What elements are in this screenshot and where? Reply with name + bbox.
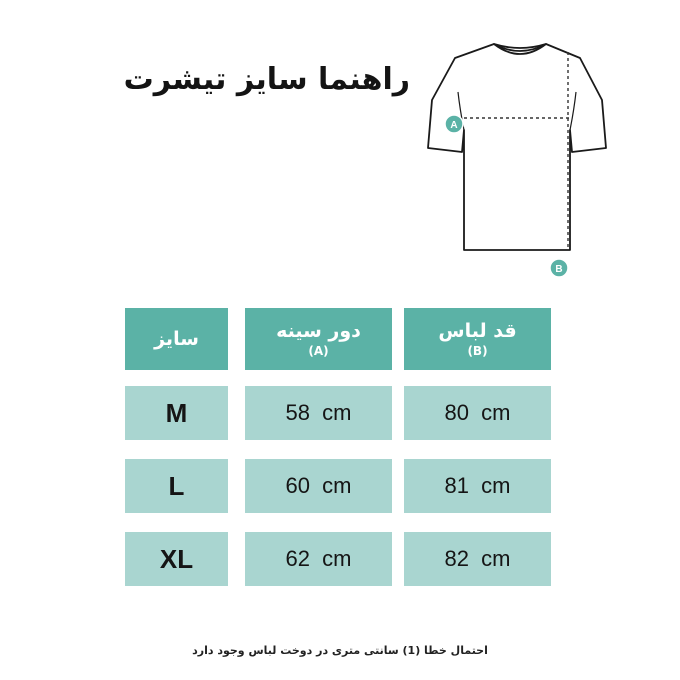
table-row-length-cell: 81 cm	[404, 459, 551, 513]
header-chest-cell	[245, 308, 392, 370]
table-row-length-cell: 80 cm	[404, 386, 551, 440]
marker-a-label: A	[450, 120, 458, 131]
table-row-size-cell: XL	[125, 532, 228, 586]
footnote: احتمال خطا (1) سانتی متری در دوخت لباس وجود دارد	[192, 644, 488, 657]
table-row-size-cell: L	[125, 459, 228, 513]
header-length-cell	[404, 308, 551, 370]
table-row-chest-cell: 60 cm	[245, 459, 392, 513]
tshirt-outline	[428, 44, 606, 250]
table-row-size-cell: M	[125, 386, 228, 440]
header-chest-sub: (A)	[308, 344, 329, 358]
marker-b-label: B	[555, 264, 563, 275]
header-size-label: سایز	[154, 328, 199, 350]
tshirt-diagram	[420, 30, 640, 290]
table-row-length-cell: 82 cm	[404, 532, 551, 586]
table-row-chest-cell: 58 cm	[245, 386, 392, 440]
header-length-label: قد لباس	[438, 320, 517, 342]
header-size-cell	[125, 308, 228, 370]
header-length-sub: (B)	[467, 344, 488, 358]
table-row-chest-cell: 62 cm	[245, 532, 392, 586]
page-title: راهنما سایز تیشرت	[123, 62, 410, 97]
header-chest-label: دور سینه	[276, 320, 361, 342]
tshirt-collar	[494, 44, 546, 54]
